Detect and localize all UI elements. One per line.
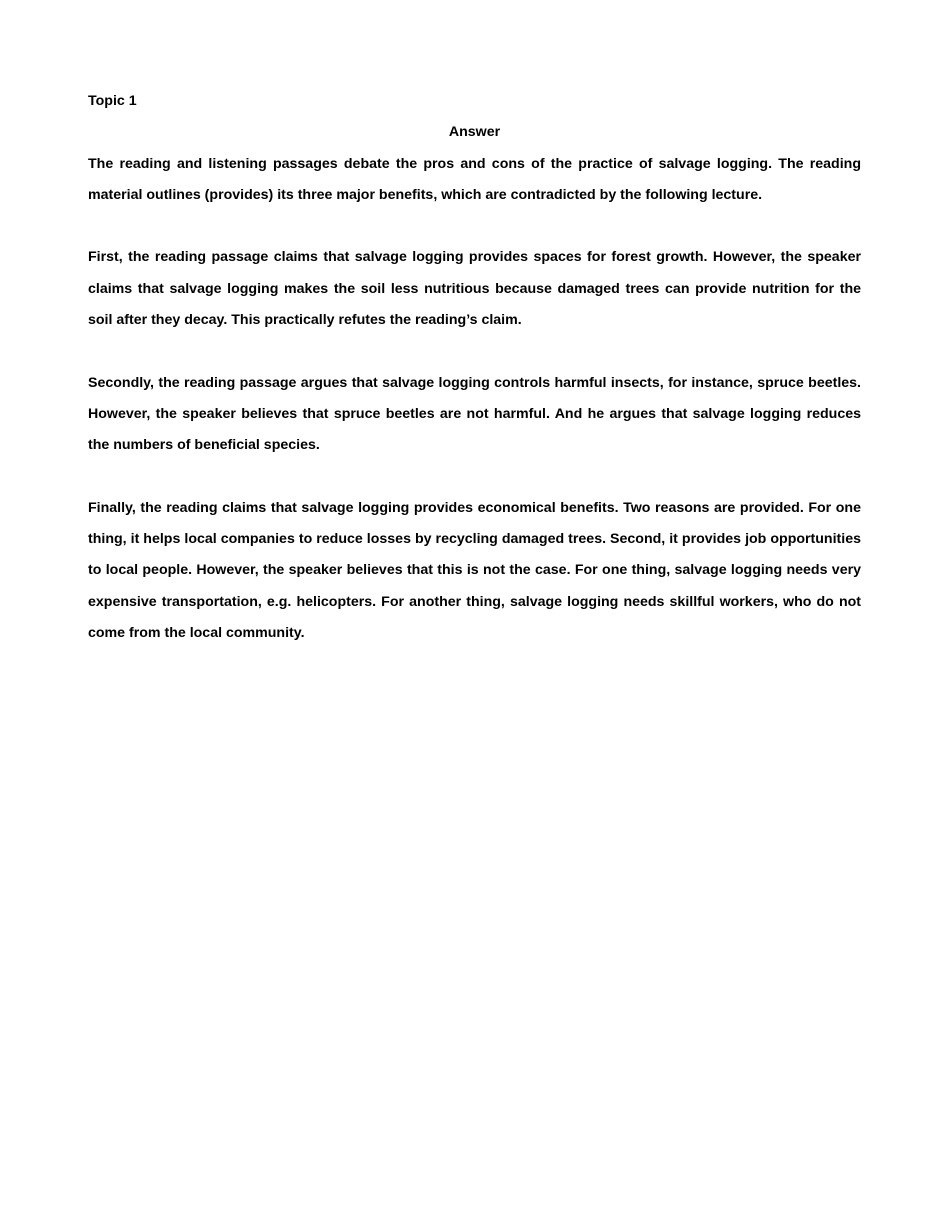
paragraph-third-point: Finally, the reading claims that salvage logging provides economical benefits. Two reasons are provided. For one thing, it helps local companies to reduce losses by recycling damaged trees. Second, it provides job opportunities to local people. However, the speaker believes that this is not the case. For one thing, salvage logging needs very expensive transportation, e.g. helicopters. For another thing, salvage logging needs skillful workers, who do not come from the local community. (88, 499, 861, 642)
paragraph-intro: The reading and listening passages debate the pros and cons of the practice of salvage logging. The reading material outlines (provides) its three major benefits, which are contradicted by the following lecture. (88, 155, 861, 203)
topic-label: Topic 1 (88, 93, 137, 109)
document-page (88, 86, 861, 649)
answer-heading: Answer (448, 124, 501, 141)
paragraph-second-point: Secondly, the reading passage argues that salvage logging controls harmful insects, for instance, spruce beetles. However, the speaker believes that spruce beetles are not harmful. And he argues that salvage logging reduces the numbers of beneficial species. (88, 374, 861, 454)
paragraph-first-point: First, the reading passage claims that salvage logging provides spaces for forest growth. However, the speaker claims that salvage logging makes the soil less nutritious because damaged trees can provide nutrition for the soil after they decay. This practically refutes the reading’s claim. (88, 249, 861, 329)
